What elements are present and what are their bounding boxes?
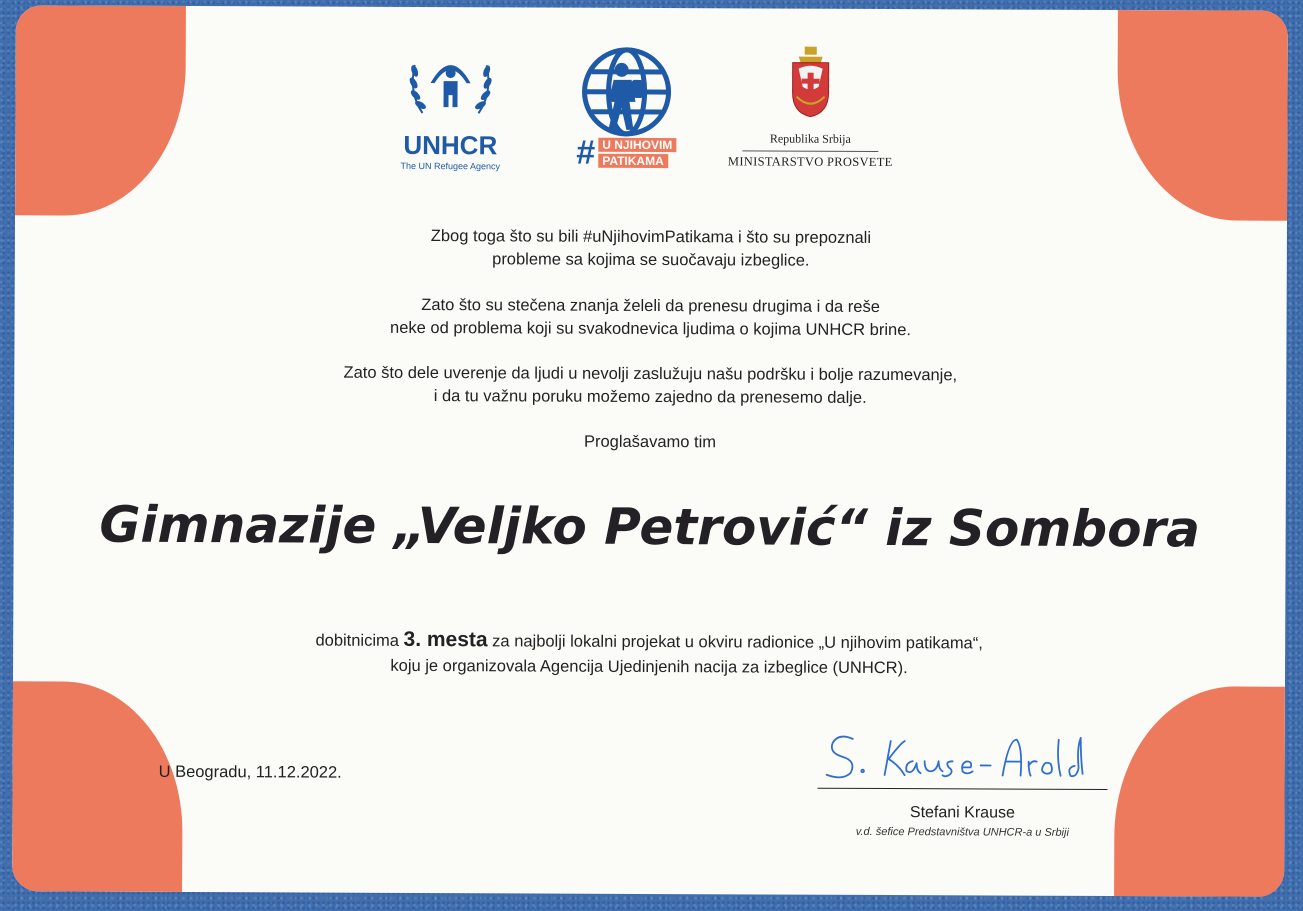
campaign-logo bbox=[561, 44, 692, 170]
award-text bbox=[13, 625, 1285, 683]
paragraph-line: Zbog toga što su bili #uNjihovimPatikama i što su prepoznali bbox=[430, 227, 872, 247]
award-place: 3. mesta bbox=[403, 627, 488, 652]
date-place: U Beogradu, 11.12.2022. bbox=[158, 762, 342, 782]
proclaim-line: Proglašavamo tim bbox=[583, 432, 717, 452]
paragraph-line: Zato što dele uverenje da ljudi u nevolji zaslužuju našu podršku i bolje razumevanje, bbox=[343, 363, 958, 385]
ministry-label: MINISTARSTVO PROSVETE bbox=[727, 154, 893, 170]
certificate bbox=[12, 5, 1288, 897]
campaign-tag-line1: U NJIHOVIM bbox=[598, 138, 676, 152]
award-pre: dobitnicima bbox=[315, 631, 399, 650]
signatory-role: v.d. šefice Predstavništva UNHCR-a u Srbiji bbox=[855, 825, 1069, 839]
globe-walker-icon bbox=[573, 44, 679, 138]
unhcr-logo bbox=[390, 43, 511, 172]
logo-row bbox=[15, 41, 1288, 187]
corner-decoration bbox=[1114, 686, 1285, 897]
unhcr-subtitle: The UN Refugee Agency bbox=[400, 160, 501, 172]
handwritten-signature bbox=[813, 721, 1103, 792]
unhcr-emblem-icon bbox=[402, 43, 498, 123]
paragraph-3 bbox=[14, 360, 1286, 412]
team-name-title: Gimnazije „Veljko Petrović“ iz Sombora bbox=[99, 495, 1201, 559]
campaign-hashtag: # bbox=[576, 133, 596, 172]
paragraph-line: i da tu važnu poruku možemo zajedno da prenesemo dalje. bbox=[433, 387, 867, 407]
coat-of-arms-icon bbox=[788, 45, 832, 121]
paragraph-line: Zato što su stečena znanja želeli da prenesu drugima i da reše bbox=[421, 296, 880, 317]
signatory-name: Stefani Krause bbox=[909, 804, 1015, 822]
unhcr-wordmark: UNHCR bbox=[403, 129, 498, 161]
award-line2: koju je organizovala Agencija Ujedinjenih nacija za izbeglice (UNHCR). bbox=[390, 656, 908, 678]
republic-label: Republika Srbija bbox=[742, 131, 878, 152]
campaign-tag-line2: PATIKAMA bbox=[598, 154, 668, 168]
award-post: za najbolji lokalni projekat u okviru radionice „U njihovim patikama“, bbox=[492, 632, 983, 653]
paragraph-2 bbox=[14, 292, 1286, 344]
paragraph-line: neke od problema koji su svakodnevica ljudima o kojima UNHCR brine. bbox=[390, 318, 912, 340]
corner-decoration bbox=[12, 681, 183, 892]
ministry-logo bbox=[715, 44, 906, 170]
paragraph-line: probleme sa kojima se suočavaju izbeglice. bbox=[492, 250, 810, 270]
paragraph-1 bbox=[15, 223, 1287, 275]
